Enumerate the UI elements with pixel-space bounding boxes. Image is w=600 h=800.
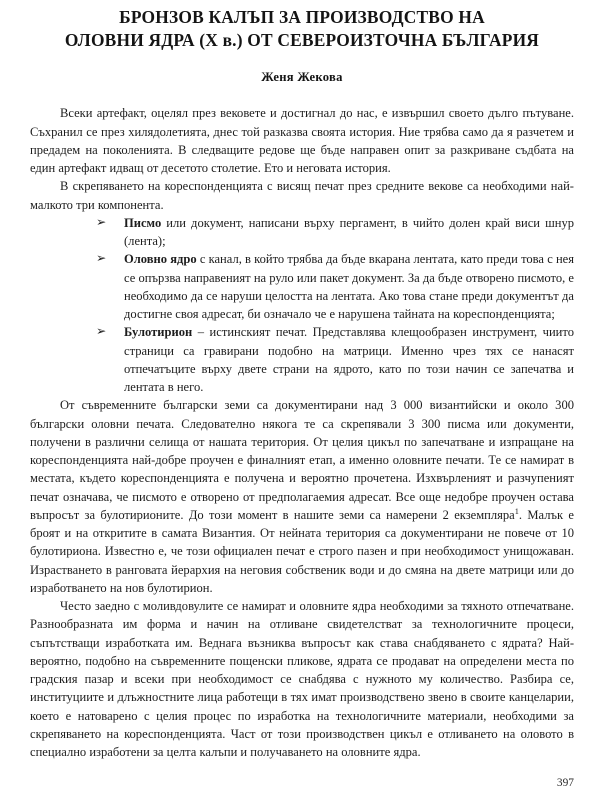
arrow-bullet-icon: ➢ [96, 251, 107, 266]
list-item-lead: Писмо [124, 215, 162, 230]
paragraph-components-intro: В скрепяването на кореспонденцията с висящ печат през средните векове са необходими най-малкото три компонента. [30, 179, 574, 212]
page-title [30, 6, 574, 52]
footnote-marker: 1 [514, 506, 519, 516]
list-item [96, 323, 574, 396]
list-item-lead: Булотирион [124, 325, 193, 340]
arrow-bullet-icon: ➢ [96, 214, 107, 229]
body-text [30, 104, 574, 761]
paragraph-part-1: От съвременните български земи са документирани над 3 000 византийски и около 300 български оловни печата. Следователно някога те са скрепявали 3 300 писма или документи, получени в различни селища от нашата територия. От целия цикъл по запечатване и изпращане на кореспонденцията най-добре проучен е финалният етап, а именно оловните печати. Те се намират в местата, където кореспонденцията е получена и вероятно прочетена. Изхвърленият и разчупеният печат означава, че писмото е отворено от предполагаемия адресат. Все още недобре проучен остава въпросът за булотирионите. До този момент в нашите земи са намерени 2 екземпляра [30, 398, 574, 522]
paragraph-part-2: . Малък е броят и на откритите в самата Византия. От нейната територия са документирани не повече от 10 булотириона. Известно е, че този официален печат е строго пазен и при необходимост унищожаван. Израстването в ранговата йерархия на неговия собственик води и до смяна на двете матрици или до изработването на нов булотирион. [30, 507, 574, 595]
list-item-text: с канал, в който трябва да бъде вкарана лентата, като преди това с нея се опързва направеният на руло или пакет документ. За да бъде отворено писмото, е необходимо да се наруши целостта на лентата. Ако това стане преди документът да достигне своя адресат, би означало че е нарушена тайната на кореспонденцията; [124, 252, 575, 322]
author-name: Женя Жекова [261, 70, 343, 85]
list-item-text: – истинският печат. Представлява клещообразен инструмент, чиито страници са гравирани подобно на матрици. Именно чрез тях се нанасят отпечатъците върху двете страни на ядрото, като по този начин се запечатва и лентата в него. [124, 325, 574, 395]
list-item [96, 214, 574, 251]
paragraph-intro: Всеки артефакт, оцелял през вековете и достигнал до нас, е извършил своето дълго пътуване. Съхранил се през хилядолетията, днес той разказва своята история. Ние трябва само да я разчетем и предадем на поколенията. В следващите редове ще бъде направен опит за разкриване съдбата на един артефакт идващ от десетото столетие. Ето и неговата история. [30, 106, 574, 176]
page-number: 397 [556, 777, 574, 789]
title-line-2: ОЛОВНИ ЯДРА (X в.) ОТ СЕВЕРОИЗТОЧНА БЪЛГАРИЯ [64, 30, 540, 51]
arrow-bullet-icon: ➢ [96, 324, 107, 339]
list-item-text: или документ, написани върху пергамент, в чийто долен край виси шнур (лента); [124, 215, 574, 249]
list-item-lead: Оловно ядро [124, 252, 197, 267]
paragraph-seals-statistics [30, 396, 574, 597]
components-list [30, 214, 574, 397]
list-item [96, 250, 574, 323]
title-line-1: БРОНЗОВ КАЛЪП ЗА ПРОИЗВОДСТВО НА [119, 7, 485, 27]
paragraph-lead-cores: Често заедно с моливдовулите се намират и оловните ядра необходими за тяхното отпечатване. Разнообразната им форма и начин на отливане свидетелстват за технологичните процеси, съпътстващи изработката им. Веднага възниква въпросът как става снабдяването с ядрата? Най-вероятно, подобно на съвременните пощенски пликове, ядрата се продават на определени места по градския пазар и всеки при необходимост се снабдява с нужното му количество. Разбира се, институциите и длъжностните лица работещи в тях имат производствено звено в своите канцеларии, което е натоварено с целия процес по изработка на технологичните материали, необходими за скрепяването на кореспонденцията. Част от този производствен цикъл е отливането на оловото в специално изработени за целта калъпи и получаването на оловните ядра. [30, 599, 574, 760]
